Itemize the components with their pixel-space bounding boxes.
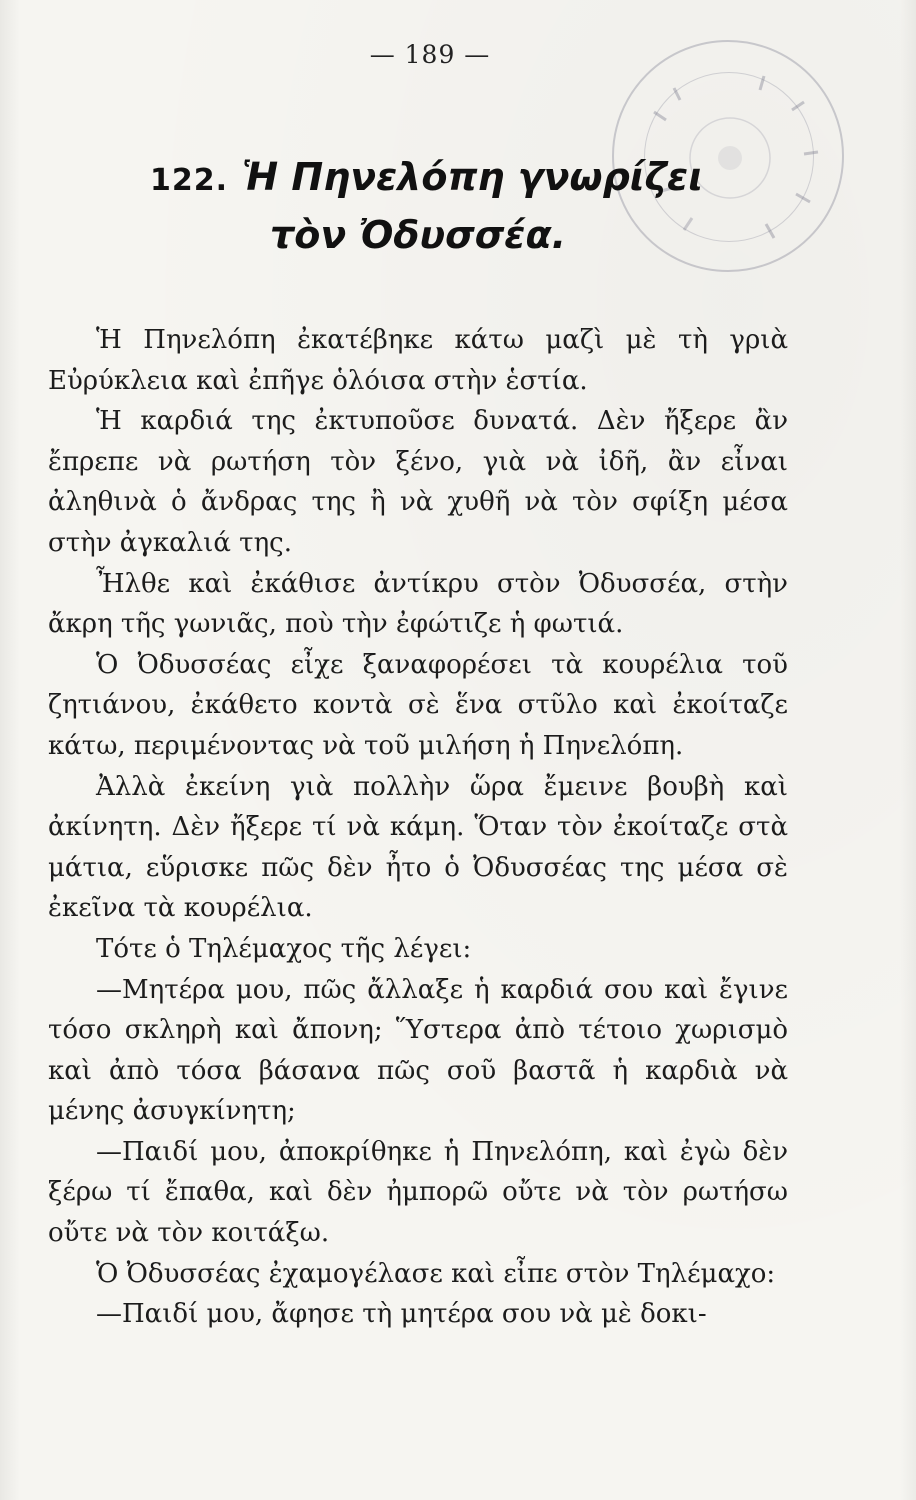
paragraph: Ἦλθε καὶ ἐκάθισε ἀντίκρυ στὸν Ὀδυσσέα, στὴν ἄκρη τῆς γωνιᾶς, ποὺ τὴν ἐφώτιζε ἡ φωτιά. (48, 568, 788, 640)
paragraph: Ἡ καρδιά της ἐκτυποῦσε δυνατά. Δὲν ἤξερε ἂν ἔπρεπε νὰ ρωτήση τὸν ξένο, γιὰ νὰ ἰδῆ, ἂν εἶναι ἀληθινὰ ὁ ἄνδρας της ἢ νὰ χυθῆ νὰ τὸν σφίξη μέσα στὴν ἀγκαλιά της. (48, 406, 788, 558)
paragraph: Ἀλλὰ ἐκείνη γιὰ πολλὴν ὥρα ἔμεινε βουβὴ καὶ ἀκίνητη. Δὲν ἤξερε τί νὰ κάμη. Ὅταν τὸν ἐκοίταζε στὰ μάτια, εὕρισκε πῶς δὲν ἦτο ὁ Ὀδυσσέας της μέσα σὲ ἐκεῖνα τὰ κουρέλια. (48, 771, 788, 924)
chapter-title-line-2: τὸν Ὀδυσσέα. (270, 213, 567, 257)
paragraph: —Παιδί μου, ἀποκρίθηκε ἡ Πηνελόπη, καὶ ἐγὼ δὲν ξέρω τί ἔπαθα, καὶ δὲν ἠμπορῶ οὔτε νὰ τὸν ρωτήσω οὔτε νὰ τὸν κοιτάξω. (48, 1136, 788, 1249)
paragraph: Ὁ Ὀδυσσέας ἐχαμογέλασε καὶ εἶπε στὸν Τηλέμαχο: (96, 1258, 776, 1289)
paragraph: Ἡ Πηνελόπη ἐκατέβηκε κάτω μαζὶ μὲ τὴ γριὰ Εὐρύκλεια καὶ ἐπῆγε ὁλόισα στὴν ἑστία. (48, 325, 788, 396)
chapter-heading (150, 150, 750, 262)
paragraph: Ὁ Ὀδυσσέας εἶχε ξαναφορέσει τὰ κουρέλια τοῦ ζητιάνου, ἐκάθετο κοντὰ σὲ ἕνα στῦλο καὶ ἐκοίταζε κάτω, περιμένοντας νὰ τοῦ μιλήση ἡ Πηνελόπη. (48, 649, 788, 761)
paragraph: —Μητέρα μου, πῶς ἄλλαξε ἡ καρδιά σου καὶ ἔγινε τόσο σκληρὴ καὶ ἄπονη; Ὕστερα ἀπὸ τέτοιο χωρισμὸ καὶ ἀπὸ τόσα βάσανα πῶς σοῦ βαστᾶ ἡ καρδιὰ νὰ μένης ἀσυγκίνητη; (48, 974, 788, 1127)
chapter-title-line-1: Ἡ Πηνελόπη γνωρίζει (242, 155, 704, 199)
chapter-body (48, 320, 788, 1335)
paragraph: Τότε ὁ Τηλέμαχος τῆς λέγει: (96, 933, 472, 964)
page-number: — 189 — (369, 40, 491, 69)
paragraph: —Παιδί μου, ἄφησε τὴ μητέρα σου νὰ μὲ δοκι- (96, 1299, 707, 1330)
chapter-number: 122. (150, 163, 229, 198)
